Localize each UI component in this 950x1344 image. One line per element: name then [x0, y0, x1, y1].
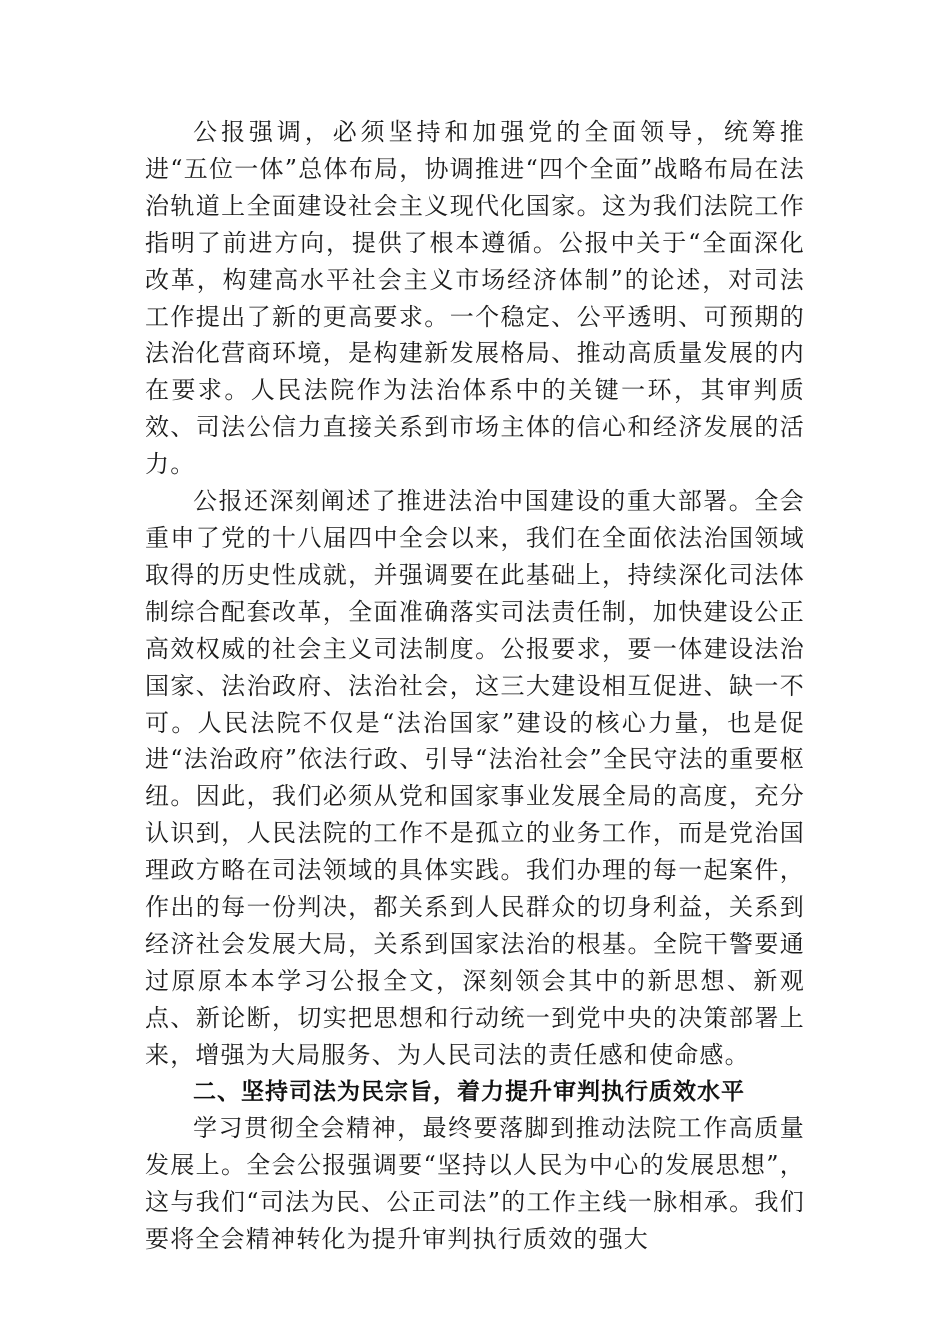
paragraph-high-quality-development: 学习贯彻全会精神，最终要落脚到推动法院工作高质量发展上。全会公报强调要“坚持以人民为中心的发展思想”，这与我们“司法为民、公正司法”的工作主线一脉相承。我们要将全会精神转化为提升审判执行质效的强大 [145, 1114, 805, 1254]
paragraph-communique-leadership: 公报强调，必须坚持和加强党的全面领导，统筹推进“五位一体”总体布局，协调推进“四个全面”战略布局在法治轨道上全面建设社会主义现代化国家。这为我们法院工作指明了前进方向，提供了根本遵循。公报中关于“全面深化改革，构建高水平社会主义市场经济体制”的论述，对司法工作提出了新的更高要求。一个稳定、公平透明、可预期的法治化营商环境，是构建新发展格局、推动高质量发展的内在要求。人民法院作为法治体系中的关键一环，其审判质效、司法公信力直接关系到市场主体的信心和经济发展的活力。 [145, 118, 805, 479]
section-heading: 二、坚持司法为民宗旨，着力提升审判执行质效水平 [193, 1078, 745, 1105]
document-body [145, 114, 805, 1258]
paragraph-rule-of-law-china: 公报还深刻阐述了推进法治中国建设的重大部署。全会重申了党的十八届四中全会以来，我们在全面依法治国领域取得的历史性成就，并强调要在此基础上，持续深化司法体制综合配套改革，全面准确落实司法责任制，加快建设公正高效权威的社会主义司法制度。公报要求，要一体建设法治国家、法治政府、法治社会，这三大建设相互促进、缺一不可。人民法院不仅是“法治国家”建设的核心力量，也是促进“法治政府”依法行政、引导“法治社会”全民守法的重要枢纽。因此，我们必须从党和国家事业发展全局的高度，充分认识到，人民法院的工作不是孤立的业务工作，而是党治国理政方略在司法领域的具体实践。我们办理的每一起案件，作出的每一份判决，都关系到人民群众的切身利益，关系到经济社会发展大局，关系到国家法治的根基。全院干警要通过原原本本学习公报全文，深刻领会其中的新思想、新观点、新论断，切实把思想和行动统一到党中央的决策部署上来，增强为大局服务、为人民司法的责任感和使命感。 [145, 487, 805, 1069]
